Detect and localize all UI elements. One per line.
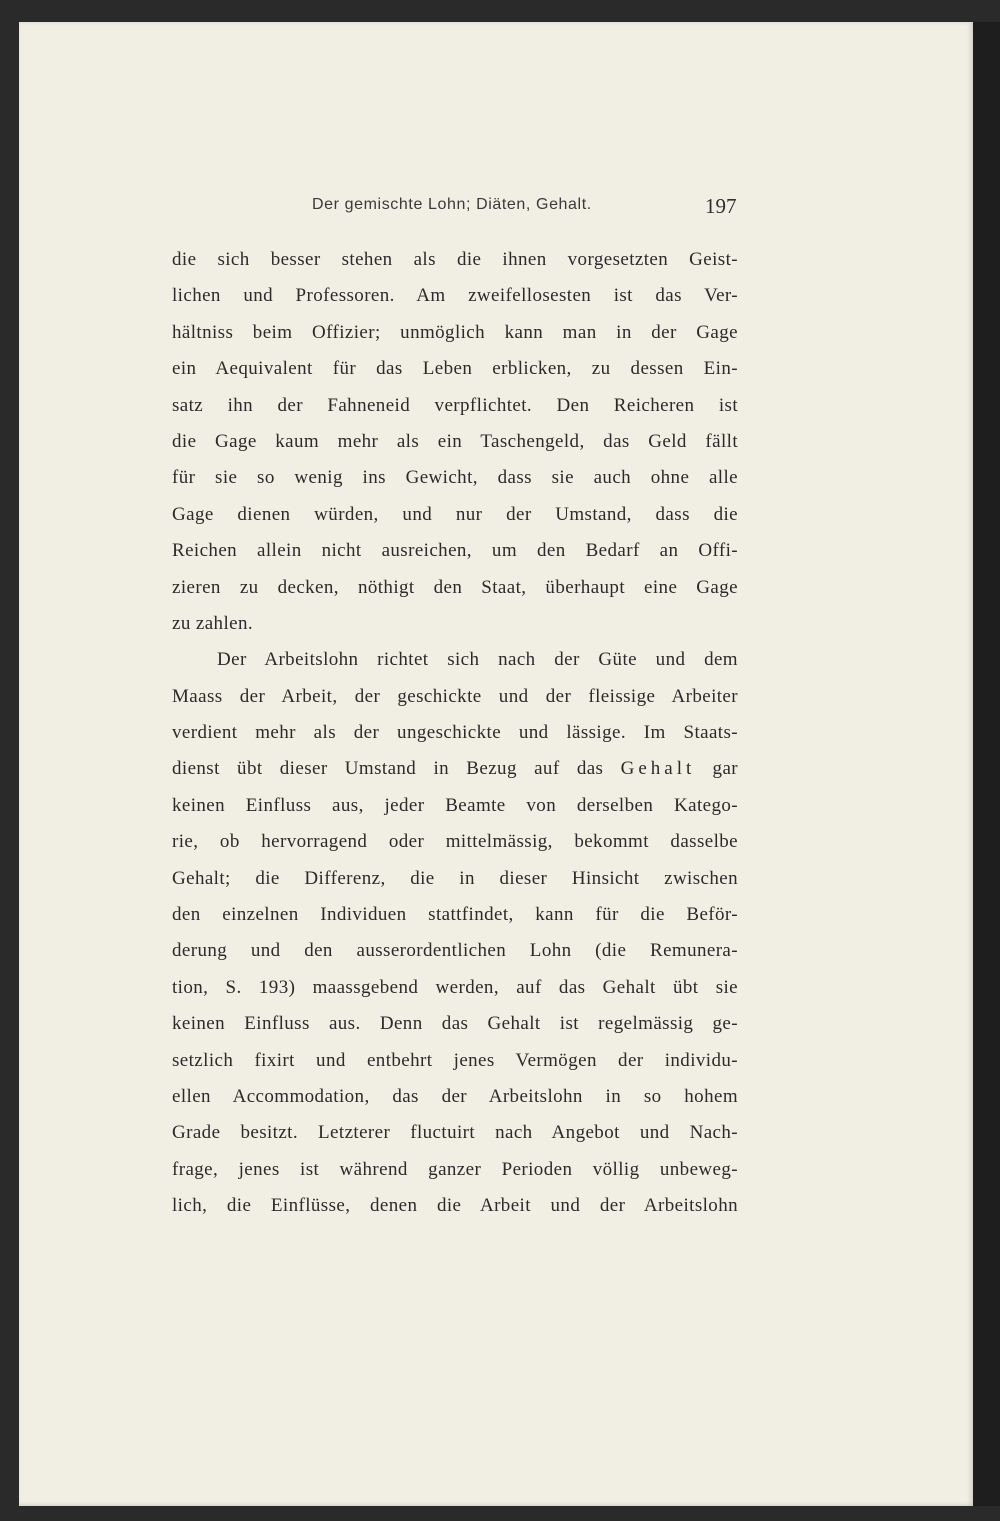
running-head: Der gemischte Lohn; Diäten, Gehalt. xyxy=(312,196,592,213)
text-line: hältniss beim Offizier; unmöglich kann man in der Gage xyxy=(172,321,738,343)
text-line: ellen Accommodation, das der Arbeitslohn in so hohem xyxy=(172,1085,738,1107)
text-line: lich, die Einflüsse, denen die Arbeit und der Arbeitslohn xyxy=(172,1195,738,1217)
text-line: Gehalt; die Differenz, die in dieser Hinsicht zwischen xyxy=(172,867,738,889)
text-line: verdient mehr als der ungeschickte und lässige. Im Staats- xyxy=(172,722,738,744)
text-line: Maass der Arbeit, der geschickte und der fleissige Arbeiter xyxy=(172,685,738,707)
text-line: satz ihn der Fahneneid verpflichtet. Den Reicheren ist xyxy=(172,394,738,416)
text-line: die sich besser stehen als die ihnen vorgesetzten Geist- xyxy=(172,249,738,270)
text-line: rie, ob hervorragend oder mittelmässig, bekommt dasselbe xyxy=(172,831,738,853)
text-line: tion, S. 193) maassgebend werden, auf das Gehalt übt sie xyxy=(172,976,738,998)
line-segment: dienst übt dieser Umstand in Bezug auf das xyxy=(172,758,604,780)
text-line: ein Aequivalent für das Leben erblicken, zu dessen Ein- xyxy=(172,358,738,380)
scan-edge xyxy=(973,22,1000,1506)
text-line: derung und den ausserordentlichen Lohn (die Remunera- xyxy=(172,940,738,962)
paragraph-start-line: Der Arbeitslohn richtet sich nach der Güte und dem xyxy=(217,649,738,671)
text-line: zieren zu decken, nöthigt den Staat, überhaupt eine Gage xyxy=(172,576,738,598)
body-text xyxy=(172,242,738,1225)
text-line-with-spaced-word xyxy=(172,751,738,787)
text-line: Reichen allein nicht ausreichen, um den Bedarf an Offi- xyxy=(172,540,738,562)
text-line: den einzelnen Individuen stattfindet, kann für die Beför- xyxy=(172,904,738,926)
text-line: lichen und Professoren. Am zweifellosesten ist das Ver- xyxy=(172,285,738,307)
paragraph-end-line: zu zahlen. xyxy=(172,612,254,634)
text-line: keinen Einfluss aus. Denn das Gehalt ist regelmässig ge- xyxy=(172,1013,738,1035)
page-number: 197 xyxy=(705,194,737,218)
text-line: für sie so wenig ins Gewicht, dass sie auch ohne alle xyxy=(172,467,738,489)
text-line: Gage dienen würden, und nur der Umstand, dass die xyxy=(172,503,738,525)
text-line: die Gage kaum mehr als ein Taschengeld, das Geld fällt xyxy=(172,430,738,452)
text-line: Grade besitzt. Letzterer fluctuirt nach Angebot und Nach- xyxy=(172,1122,738,1144)
text-line: setzlich fixirt und entbehrt jenes Vermögen der individu- xyxy=(172,1049,738,1071)
emphasized-word: Gehalt xyxy=(620,758,696,780)
text-line: frage, jenes ist während ganzer Perioden völlig unbeweg- xyxy=(172,1158,738,1180)
line-segment: gar xyxy=(712,758,739,780)
text-line: keinen Einfluss aus, jeder Beamte von derselben Katego- xyxy=(172,794,738,816)
